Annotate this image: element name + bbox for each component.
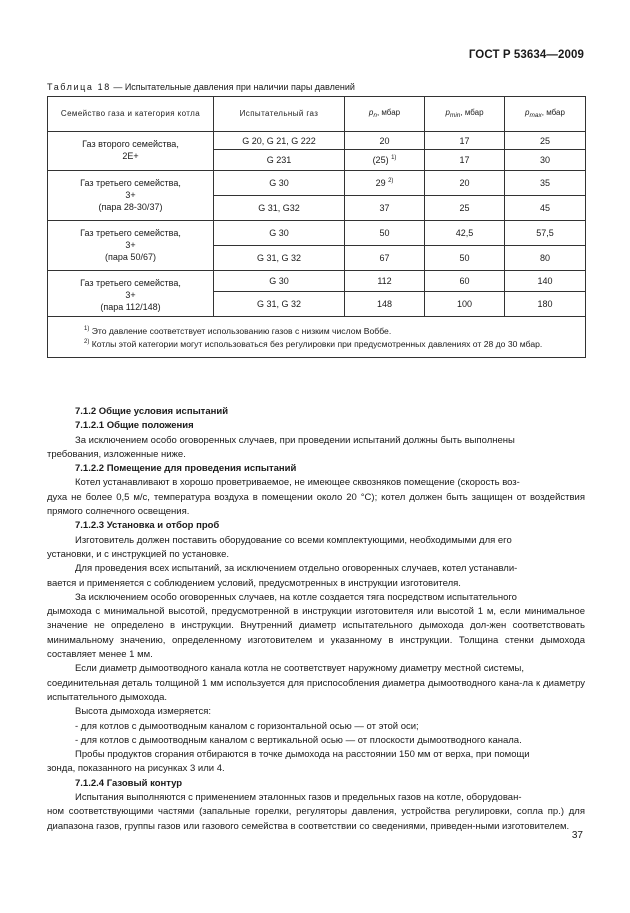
- paragraph-first-line: Котел устанавливают в хорошо проветриваемое, не имеющее сквозняков помещение (скорость воз-: [75, 477, 520, 489]
- gas-cell: G 231: [214, 150, 345, 171]
- group-cell: [48, 132, 214, 171]
- table-notes-row: [48, 317, 586, 358]
- group-line: (пара 112/148): [100, 302, 161, 312]
- document-id: ГОСТ Р 53634—2009: [468, 49, 584, 61]
- group-line: 2Е+: [122, 151, 139, 161]
- footnote-mark: 2): [388, 178, 394, 184]
- group-line: 3+: [125, 190, 136, 200]
- paragraph-continuation: ном соответствующими частями (запальные горелки, регуляторы давления, устройства регулировки, сопла пр.) для диапазона газов, группы газов или газового семейства в соответствии со сведениями, приведен-ными изготовителем.: [47, 806, 585, 832]
- pmax-cell: 140: [505, 271, 586, 292]
- paragraph-first-line: Изготовитель должен поставить оборудование со всеми комплектующими, необходимыми для его: [75, 534, 512, 546]
- body-paragraph: [75, 748, 585, 762]
- pmin-cell: 50: [425, 246, 505, 271]
- footnote-2-text: Котлы этой категории могут использоваться без регулировки при предусмотренных давлениях от 28 до 30 мбар.: [89, 339, 543, 349]
- group-cell: [48, 171, 214, 221]
- pmax-cell: 80: [505, 246, 586, 271]
- pn-cell: [345, 246, 425, 271]
- table-caption: [47, 82, 355, 92]
- pn-cell: [345, 292, 425, 317]
- group-line: 3+: [125, 290, 136, 300]
- gas-cell: G 30: [214, 171, 345, 196]
- header-family-text: Семейство газа и категория котла: [60, 109, 201, 118]
- paragraph-first-line: Высота дымохода измеряется:: [75, 706, 212, 718]
- footnote-2-mark: 2): [84, 339, 90, 345]
- table-caption-separator: —: [110, 82, 125, 92]
- pressure-table: [47, 96, 586, 358]
- paragraph-continuation: зонда, показанного на рисунках 3 или 4.: [47, 763, 225, 775]
- group-line: Газ третьего семейства,: [80, 278, 181, 288]
- paragraph-continuation: вается и применяется с соблюдением условий, предусмотренных в инструкции изготовителя.: [47, 577, 461, 589]
- pmin-cell: 60: [425, 271, 505, 292]
- pmin-cell: 20: [425, 171, 505, 196]
- pn-cell: [345, 150, 425, 171]
- paragraph-first-line: За исключением особо оговоренных случаев, на котле создается тяга посредством испытательного: [75, 591, 517, 603]
- gas-cell: G 30: [214, 221, 345, 246]
- footnote-mark: 1): [391, 155, 397, 161]
- body-paragraph: [75, 562, 585, 576]
- table-notes: [48, 317, 586, 358]
- pn-value: (25): [372, 155, 389, 165]
- body-paragraph: [75, 734, 585, 748]
- header-pmin-symbol: p: [445, 107, 450, 117]
- paragraph-first-line: За исключением особо оговоренных случаев, при проведении испытаний должны быть выполнены: [75, 434, 515, 446]
- body-paragraph: [75, 720, 585, 734]
- pmax-cell: 25: [505, 132, 586, 150]
- pmax-cell: 45: [505, 196, 586, 221]
- header-pmax-unit: , мбар: [541, 107, 565, 117]
- paragraph-continuation: духа не более 0,5 м/с, температура воздуха в помещении около 20 °C); котел должен быть защищен от воздействия прямого солнечного освещения.: [47, 491, 585, 518]
- pmin-cell: 17: [425, 150, 505, 171]
- paragraph-continuation: дымохода с минимальной высотой, предусмотренной в инструкции изготовителя или высотой 1 м, если минимальное значение не определено в инструкции. Внутренний диаметр испытательного дымохода дол-жен соответствовать минимальному значению, определенному изготовителем и указанному в инструкции. Толщина стенки дымохода составляет менее 1 мм.: [47, 606, 585, 661]
- paragraph-continuation: соединительная деталь толщиной 1 мм используется для приспособления диаметра дымоотводного кана-ла к диаметру испытательного дымохода.: [47, 677, 585, 703]
- pn-value: 112: [377, 276, 392, 286]
- gas-cell: G 31, G 32: [214, 246, 345, 271]
- section-heading: 7.1.2.1 Общие положения: [75, 420, 194, 432]
- pn-value: 67: [379, 253, 390, 263]
- header-gas: [214, 97, 345, 132]
- pmax-cell: 30: [505, 150, 586, 171]
- table-caption-text: Испытательные давления при наличии пары давлений: [124, 82, 355, 92]
- header-pn-symbol: p: [368, 107, 374, 117]
- paragraph-first-line: Если диаметр дымоотводного канала котла не соответствует наружному диаметру местной системы,: [75, 663, 525, 675]
- pmax-cell: 35: [505, 171, 586, 196]
- paragraph-first-line: Пробы продуктов сгорания отбираются в точке дымохода на расстоянии 150 мм от верха, при помощи: [75, 749, 530, 761]
- paragraph-first-line: Для проведения всех испытаний, за исключением отдельно оговоренных случаев, котел устанавли-: [75, 563, 518, 575]
- group-line: 3+: [125, 240, 136, 250]
- pmin-cell: 42,5: [425, 221, 505, 246]
- header-pn: [345, 97, 425, 132]
- table-row: [48, 271, 586, 292]
- header-pmax-symbol: p: [525, 107, 530, 117]
- gas-cell: G 20, G 21, G 222: [214, 132, 345, 150]
- header-pmin-sub: min: [449, 111, 461, 119]
- body-paragraph: [75, 591, 585, 605]
- group-cell: [48, 271, 214, 317]
- pn-cell: [345, 196, 425, 221]
- footnote-1-mark: 1): [84, 326, 90, 332]
- body-paragraph: [75, 791, 585, 805]
- group-line: Газ третьего семейства,: [80, 228, 181, 238]
- pmin-cell: 17: [425, 132, 505, 150]
- pn-value: 37: [379, 203, 390, 213]
- header-pmax-sub: max: [529, 111, 542, 119]
- body-paragraph: [75, 662, 585, 676]
- paragraph-continuation: требования, изложенные ниже.: [47, 448, 186, 460]
- paragraph-first-line: - для котлов с дымоотводным каналом с вертикальной осью — от плоскости дымоотводного канала.: [75, 734, 522, 746]
- table-row: [48, 171, 586, 196]
- section-heading: 7.1.2.3 Установка и отбор проб: [75, 520, 220, 532]
- group-line: (пара 28-30/37): [98, 202, 163, 212]
- footnote-1-text: Это давление соответствует использованию газов с низким числом Воббе.: [89, 326, 392, 336]
- gas-cell: G 31, G 32: [214, 292, 345, 317]
- paragraph-continuation: установки, и с инструкцией по установке.: [47, 548, 230, 560]
- pmax-cell: 180: [505, 292, 586, 317]
- group-line: Газ третьего семейства,: [80, 178, 181, 188]
- gas-cell: G 31, G32: [214, 196, 345, 221]
- section-heading: 7.1.2 Общие условия испытаний: [75, 406, 229, 417]
- page-number: 37: [571, 830, 583, 841]
- group-cell: [48, 221, 214, 271]
- body-paragraph: [75, 476, 585, 490]
- gas-cell: G 30: [214, 271, 345, 292]
- pn-value: 29: [375, 178, 386, 188]
- header-pmin: [425, 97, 505, 132]
- pmax-cell: 57,5: [505, 221, 586, 246]
- pn-cell: [345, 171, 425, 196]
- body-paragraph: [75, 434, 585, 448]
- paragraph-first-line: Испытания выполняются с применением эталонных газов и предельных газов на котле, оборудован-: [75, 792, 522, 804]
- body-paragraph: [75, 705, 585, 719]
- table-header-row: [48, 97, 586, 132]
- pn-cell: [345, 271, 425, 292]
- pn-value: 50: [379, 228, 390, 238]
- header-pmax: [505, 97, 586, 132]
- pmin-cell: 25: [425, 196, 505, 221]
- paragraph-first-line: - для котлов с дымоотводным каналом с горизонтальной осью — от этой оси;: [75, 720, 419, 732]
- section-heading: 7.1.2.2 Помещение для проведения испытаний: [75, 463, 297, 475]
- pn-value: 20: [379, 135, 390, 146]
- footnote-1: [58, 325, 575, 338]
- header-gas-text: Испытательный газ: [239, 109, 319, 118]
- header-family: [48, 97, 214, 132]
- header-pmin-unit: , мбар: [460, 107, 484, 117]
- section-heading: 7.1.2.4 Газовый контур: [75, 777, 183, 789]
- body-paragraph: [75, 534, 585, 548]
- body-text: [47, 405, 585, 834]
- footnote-2: [58, 338, 575, 351]
- pn-cell: [345, 221, 425, 246]
- group-line: (пара 50/67): [105, 252, 156, 262]
- table-caption-label: Таблица 18: [47, 82, 111, 92]
- group-line: Газ второго семейства,: [82, 139, 179, 149]
- header-pn-sub: n: [373, 111, 377, 119]
- pmin-cell: 100: [425, 292, 505, 317]
- pn-value: 148: [376, 299, 393, 309]
- header-pn-unit: , мбар: [376, 107, 401, 117]
- table-row: [48, 221, 586, 246]
- pn-cell: [345, 132, 425, 150]
- table-row: [48, 132, 586, 150]
